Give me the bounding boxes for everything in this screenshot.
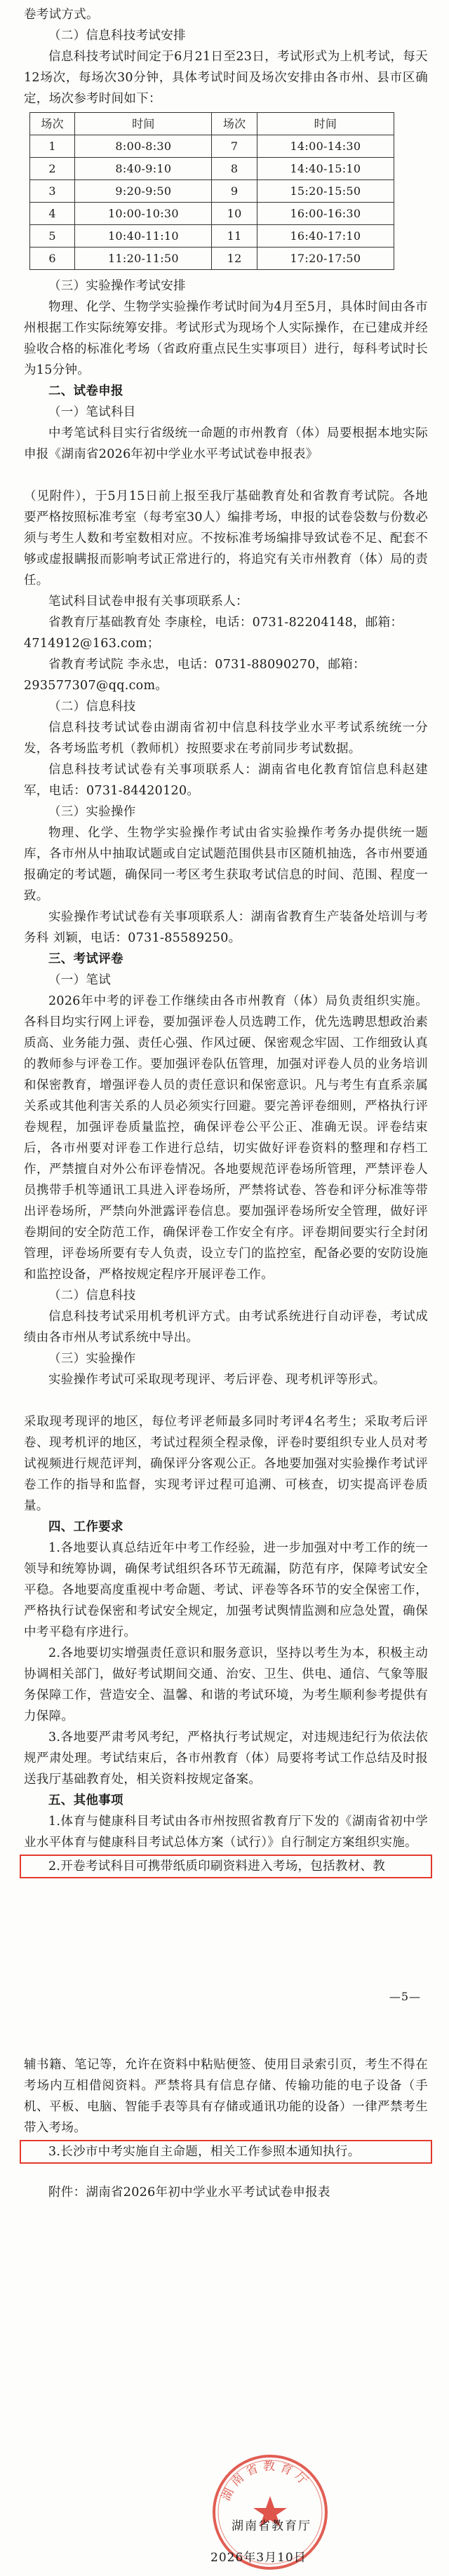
table-cell: 15:20-15:50 bbox=[257, 180, 394, 203]
document-body bbox=[24, 4, 428, 1880]
paragraph: 2.各地要切实增强责任意识和服务意识，坚持以考生为本，积极主动协调相关部门，做好考试期间交通、治安、卫生、供电、通信、气象等服务保障工作，营造安全、温馨、和谐的考试环境，为考生顺利参考提供有力保障。 bbox=[24, 1646, 428, 1723]
table-cell: 9 bbox=[212, 180, 257, 203]
paragraph: 省教育考试院 李永忠，电话：0731-88090270，邮箱： bbox=[48, 658, 366, 672]
paragraph: 物理、化学、生物学实验操作考试由省实验操作考务办提供统一题库，各市州从中抽取试题或自定试题范围供县市区随机抽选，各市州要通报确定的考试题，确保同一考区考生获取考试信息的时间、范围、程度一致。 bbox=[24, 826, 428, 903]
chapter-heading: 四、工作要求 bbox=[48, 1520, 123, 1534]
table-cell: 10:00-10:30 bbox=[75, 203, 212, 225]
chapter-heading: 二、试卷申报 bbox=[48, 384, 123, 398]
page-number: —5— bbox=[389, 1990, 421, 2003]
chapter-heading: 五、其他事项 bbox=[48, 1794, 123, 1808]
table-header-row bbox=[30, 113, 394, 135]
section-heading: （二）信息科技 bbox=[48, 700, 136, 714]
paragraph: 3.长沙市中考实施自主命题，相关工作参照本通知执行。 bbox=[48, 2145, 361, 2159]
table-cell: 4 bbox=[30, 203, 75, 225]
paragraph: （见附件），于5月15日前上报至我厅基础教育处和省教育考试院。各地要严格按照标准考室（每考室30人）编排考场，申报的试卷袋数与份数必须与考生人数和考室数相对应。不按标准考场编排导致试卷不足、配套不够或虚报瞒报而影响考试正常进行的，将追究有关市州教育（体）局的责任。 bbox=[24, 489, 428, 588]
attachment-line: 附件：湖南省2026年初中学业水平考试试卷申报表 bbox=[48, 2185, 330, 2199]
table-cell: 11 bbox=[212, 225, 257, 248]
section-heading: （三）实验操作考试安排 bbox=[48, 279, 186, 293]
paragraph: 2.开卷考试科目可携带纸质印刷资料进入考场，包括教材、教 bbox=[48, 1859, 386, 1873]
table-row bbox=[30, 248, 394, 270]
table-cell: 7 bbox=[212, 135, 257, 158]
signing-organization: 湖南省教育厅 bbox=[232, 2519, 311, 2533]
paragraph: 物理、化学、生物学实验操作考试时间为4月至5月，具体时间由各市州根据工作实际统筹安排。考试形式为现场个人实际操作，在已建成并经验收合格的标准化考场（省政府重点民生实事项目）进行，每科考试时长为15分钟。 bbox=[24, 300, 428, 377]
table-header-cell: 时间 bbox=[75, 113, 212, 135]
paragraph: 省教育厅基础教育处 李康栓，电话：0731-82204148，邮箱： bbox=[48, 616, 403, 630]
paragraph: 卷考试方式。 bbox=[24, 8, 99, 22]
email-text: 4714912@163.com； bbox=[24, 637, 160, 651]
paragraph: 采取现考现评的地区，每位考评老师最多同时考评4名考生；采取考后评卷、现考机评的地区，考试过程须全程录像，评卷时要组织专业人员对考试视频进行规范评判，确保评分客观公正。各地要加强对实验操作考试评卷工作的指导和监督，实现考评过程可追溯、可核查，切实提高评卷质量。 bbox=[24, 1415, 428, 1513]
highlight-box bbox=[20, 2140, 432, 2164]
paragraph: 信息科技考试试卷由湖南省初中信息科技学业水平考试系统统一分发，各考场监考机（教师机）按照要求在考前同步考试数据。 bbox=[24, 721, 428, 756]
table-cell: 1 bbox=[30, 135, 75, 158]
table-cell: 10:40-11:10 bbox=[75, 225, 212, 248]
paragraph: 实验操作考试可采取现考现评、考后评卷、现考机评等形式。 bbox=[48, 1373, 386, 1387]
table-row bbox=[30, 180, 394, 203]
paragraph: 1.体育与健康科目考试由各市州按照省教育厅下发的《湖南省初中学业水平体育与健康科目考试总体方案（试行）》自行制定方案组织实施。 bbox=[24, 1815, 428, 1850]
table-cell: 8:40-9:10 bbox=[75, 158, 212, 180]
table-cell: 10 bbox=[212, 203, 257, 225]
paragraph: 信息科技考试试卷有关事项联系人：湖南省电化教育馆信息科赵建军，电话：0731-84420120。 bbox=[24, 763, 428, 798]
table-header-cell: 场次 bbox=[212, 113, 257, 135]
paragraph: 信息科技考试时间定于6月21日至23日，考试形式为上机考试，每天12场次，每场次30分钟，具体考试时间及场次安排由各市州、县市区确定，场次参考时间如下： bbox=[24, 50, 428, 106]
table-cell: 16:40-17:10 bbox=[257, 225, 394, 248]
highlight-box bbox=[20, 1855, 432, 1878]
table-row bbox=[30, 135, 394, 158]
section-heading: （二）信息科技 bbox=[48, 1289, 136, 1303]
table-cell: 11:20-11:50 bbox=[75, 248, 212, 270]
email-text: 293577307@qq.com。 bbox=[24, 679, 168, 693]
table-cell: 14:40-15:10 bbox=[257, 158, 394, 180]
chapter-heading: 三、考试评卷 bbox=[48, 952, 123, 966]
table-row bbox=[30, 158, 394, 180]
table-header-cell: 场次 bbox=[30, 113, 75, 135]
document-body-continued bbox=[24, 2054, 428, 2203]
paragraph: 辅书籍、笔记等，允许在资料中粘贴便签、使用目录索引页，考生不得在考场内互相借阅资料。严禁将具有信息存储、传输功能的电子设备（手机、平板、电脑、智能手表等具有存储或通讯功能的设备）一律严禁考生带入考场。 bbox=[24, 2058, 428, 2135]
paragraph: 中考笔试科目实行省级统一命题的市州教育（体）局要根据本地实际申报《湖南省2026年初中学业水平考试试卷申报表》 bbox=[24, 426, 428, 461]
table-row bbox=[30, 225, 394, 248]
table-cell: 6 bbox=[30, 248, 75, 270]
table-cell: 9:20-9:50 bbox=[75, 180, 212, 203]
table-cell: 17:20-17:50 bbox=[257, 248, 394, 270]
paragraph: 2026年中考的评卷工作继续由各市州教育（体）局负责组织实施。各科目均实行网上评卷，要加强评卷人员选聘工作，优先选聘思想政治素质高、业务能力强、责任心强、作风过硬、保密观念牢固、工作细致认真的教师参与评卷工作。要加强评卷队伍管理，加强对评卷人员的业务培训和保密教育，增强评卷人员的责任意识和保密意识。凡与考生有直系亲属关系或其他利害关系的人员必须实行回避。要完善评卷细则，严格执行评卷规程，加强评卷质量监控，确保评卷公平公正、准确无误。评卷结束后，各市州要对评卷工作进行总结，切实做好评卷资料的整理和存档工作，严禁擅自对外公布评卷情况。各地要规范评卷场所管理，严禁评卷人员携带手机等通讯工具进入评卷场所，严禁将试卷、答卷和评分标准等带出评卷场所，严禁向外泄露评卷信息。要加强评卷场所安全管理，做好评卷期间的安全防范工作，确保评卷工作安全有序。评卷期间要实行全封闭管理，评卷场所要有专人负责，设立专门的监控室，配备必要的安防设施和监控设备，严格按规定程序开展评卷工作。 bbox=[24, 994, 428, 1282]
table-cell: 16:00-16:30 bbox=[257, 203, 394, 225]
table-cell: 2 bbox=[30, 158, 75, 180]
table-cell: 12 bbox=[212, 248, 257, 270]
section-heading: （二）信息科技考试安排 bbox=[48, 29, 186, 43]
svg-text:湖南省教育厅: 湖南省教育厅 bbox=[219, 2459, 314, 2503]
paragraph: 1.各地要认真总结近年中考工作经验，进一步加强对中考工作的统一领导和统筹协调，确保考试组织各环节无疏漏，防范有序，保障考试安全平稳。各地要高度重视中考命题、考试、评卷等各环节的安全保密工作，严格执行试卷保密和考试安全规定，加强考试舆情监测和应急处置，确保中考平稳有序进行。 bbox=[24, 1541, 428, 1639]
table-cell: 8 bbox=[212, 158, 257, 180]
table-cell: 5 bbox=[30, 225, 75, 248]
table-cell: 3 bbox=[30, 180, 75, 203]
section-heading: （三）实验操作 bbox=[48, 1352, 136, 1366]
table-row bbox=[30, 203, 394, 225]
signing-date: 2026年3月10日 bbox=[210, 2551, 307, 2565]
section-heading: （三）实验操作 bbox=[48, 805, 136, 819]
table-cell: 8:00-8:30 bbox=[75, 135, 212, 158]
paragraph: 笔试科目试卷申报有关事项联系人： bbox=[48, 595, 248, 609]
paragraph: 实验操作考试试卷有关事项联系人：湖南省教育生产装备处培训与考务科 刘颖，电话：0731-85589250。 bbox=[24, 910, 428, 945]
section-heading: （一）笔试 bbox=[48, 973, 111, 987]
table-cell: 14:00-14:30 bbox=[257, 135, 394, 158]
schedule-table bbox=[29, 112, 394, 270]
paragraph: 3.各地要严肃考风考纪，严格执行考试规定，对违规违纪行为依法依规严肃处理。考试结束后，各市州教育（体）局要将考试工作总结及时报送我厅基础教育处，相关资料按规定备案。 bbox=[24, 1730, 428, 1787]
section-heading: （一）笔试科目 bbox=[48, 405, 136, 419]
table-header-cell: 时间 bbox=[257, 113, 394, 135]
paragraph: 信息科技考试采用机考机评方式。由考试系统进行自动评卷，考试成绩由各市州从考试系统中导出。 bbox=[24, 1310, 428, 1345]
